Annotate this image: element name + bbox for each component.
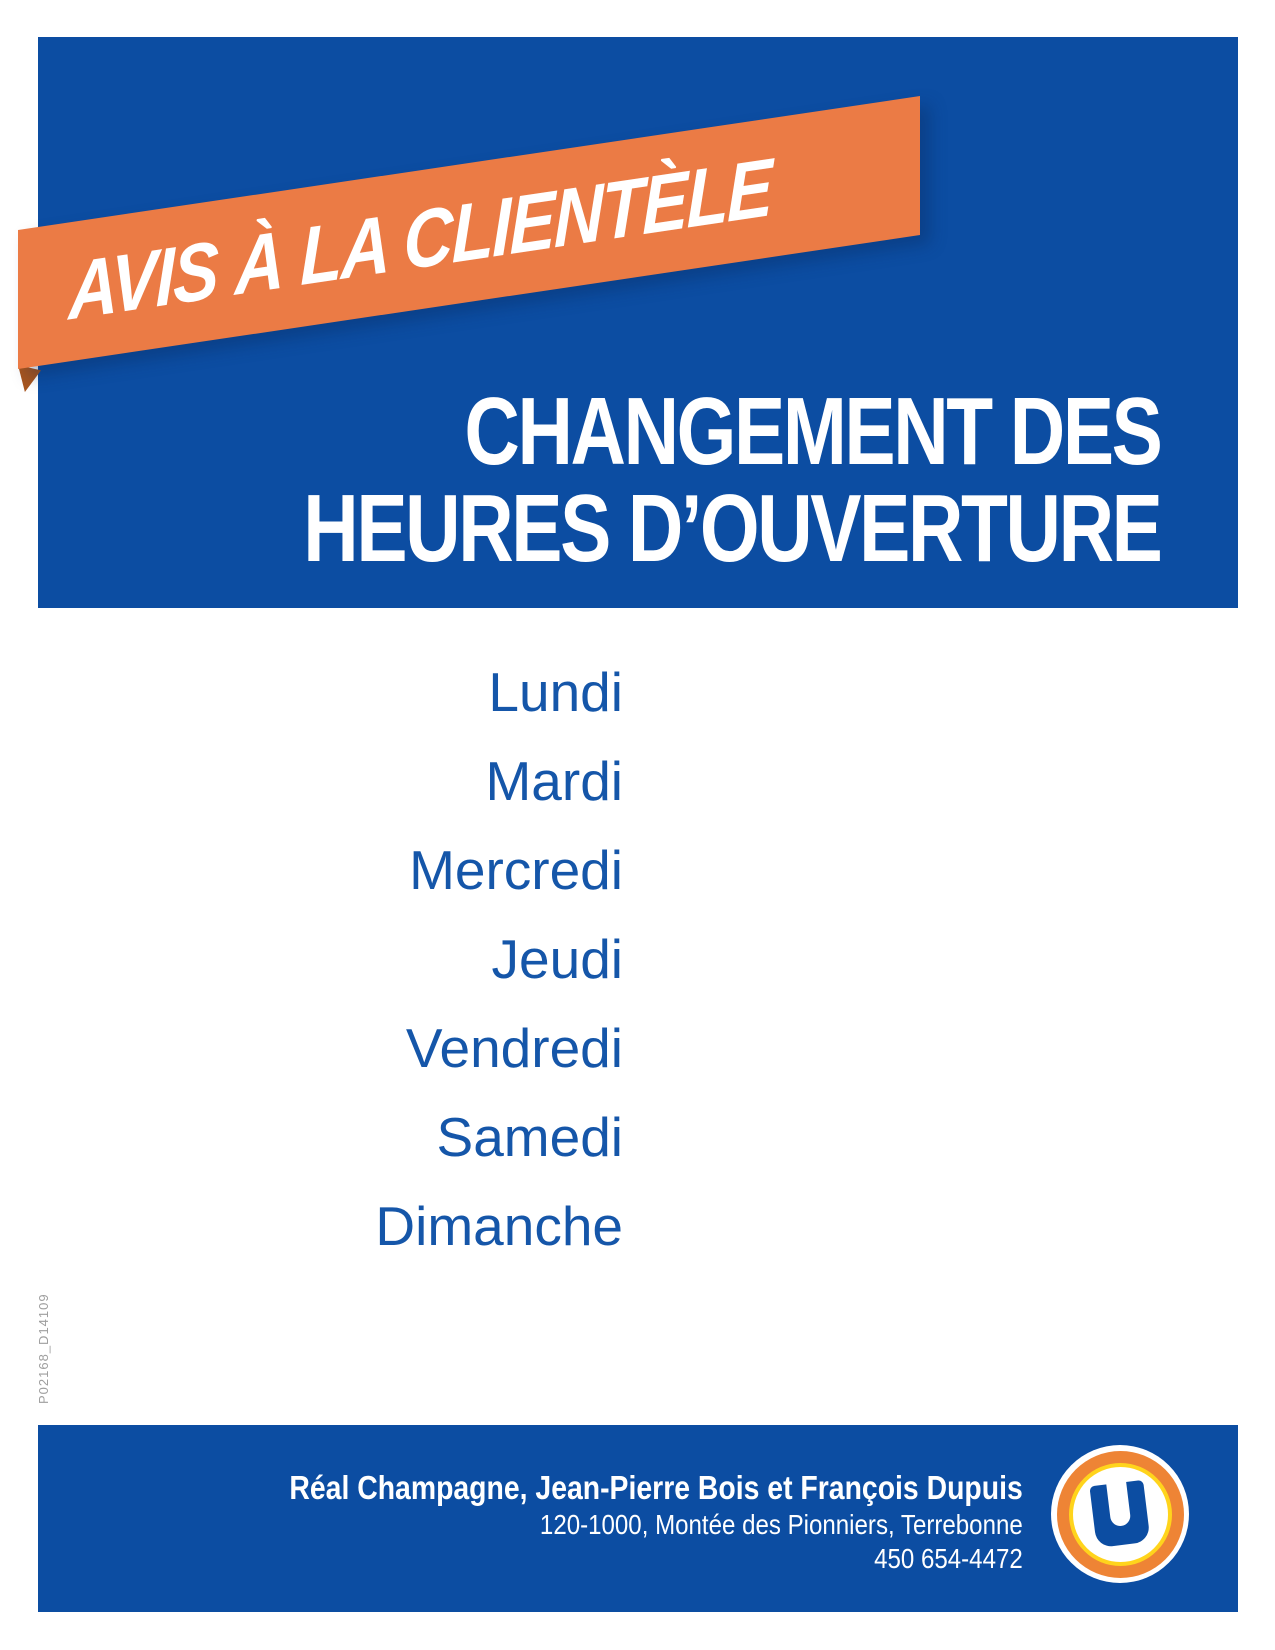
day-item: Mercredi	[409, 839, 623, 901]
brand-logo	[1051, 1445, 1189, 1583]
store-address: 120-1000, Montée des Pionniers, Terrebonne	[540, 1509, 1023, 1540]
headline-line1: CHANGEMENT DES	[463, 378, 1160, 485]
pharmacist-names: Réal Champagne, Jean-Pierre Bois et François Dupuis	[289, 1469, 1023, 1506]
headline-line2: HEURES D’OUVERTURE	[302, 475, 1160, 582]
footer-contact-block	[170, 1468, 1023, 1576]
notice-headline	[302, 378, 1160, 582]
logo-yellow-ring	[1069, 1463, 1172, 1566]
day-item: Jeudi	[491, 928, 623, 990]
day-item: Mardi	[485, 750, 623, 812]
day-item: Samedi	[436, 1106, 623, 1168]
logo-orange-ring	[1057, 1451, 1184, 1578]
day-item: Lundi	[488, 661, 623, 723]
store-phone: 450 654-4472	[874, 1543, 1023, 1574]
u-letter-icon	[1089, 1480, 1150, 1548]
logo-white-disc	[1073, 1467, 1168, 1562]
days-list	[375, 648, 623, 1271]
u-letter-counter	[1106, 1481, 1131, 1527]
day-item: Dimanche	[375, 1195, 623, 1257]
print-code: P02168_D14109	[36, 1293, 51, 1404]
ribbon-label: AVIS À LA CLIENTÈLE	[68, 141, 772, 338]
day-item: Vendredi	[405, 1017, 623, 1079]
